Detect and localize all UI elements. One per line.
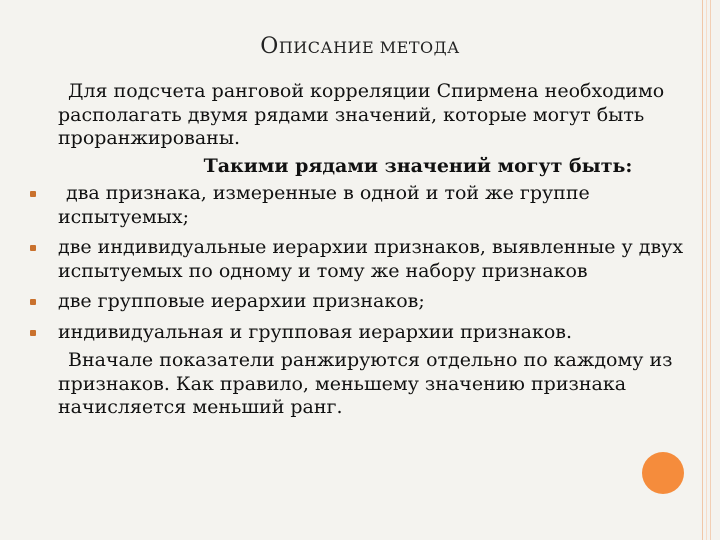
title-capital: О (260, 34, 279, 59)
list-item-text: две индивидуальные иерархии признаков, выявленные у двух испытуемых по одному и тому же набору признаков (58, 236, 684, 282)
list-item-text: индивидуальная и групповая иерархии признаков. (58, 320, 573, 343)
subheading: Такими рядами значений могут быть: (203, 154, 633, 177)
list-item (58, 236, 698, 283)
slide-title (0, 34, 720, 59)
list-item (58, 290, 698, 314)
list-item (58, 321, 698, 345)
bullet-icon (30, 245, 36, 251)
closing-paragraph: Вначале показатели ранжируются отдельно по каждому из признаков. Как правило, меньшему значению признака начисляется меньший ранг. (58, 349, 673, 418)
list-item (58, 182, 698, 229)
decorative-circle (642, 452, 684, 494)
bullet-icon (30, 299, 36, 305)
decorative-rail-line (702, 0, 703, 540)
bullet-icon (30, 330, 36, 336)
title-rest: ПИСАНИЕ МЕТОДА (278, 38, 460, 57)
intro-paragraph: Для подсчета ранговой корреляции Спирмена необходимо располагать двумя рядами значений, которые могут быть проранжированы. (58, 80, 665, 149)
bullet-icon (30, 191, 36, 197)
decorative-rail-line (706, 0, 707, 540)
slide-body (58, 80, 698, 420)
list-item-text: два признака, измеренные в одной и той же группе испытуемых; (58, 182, 590, 228)
list-item-text: две групповые иерархии признаков; (58, 290, 425, 312)
decorative-rail-line (710, 0, 711, 540)
